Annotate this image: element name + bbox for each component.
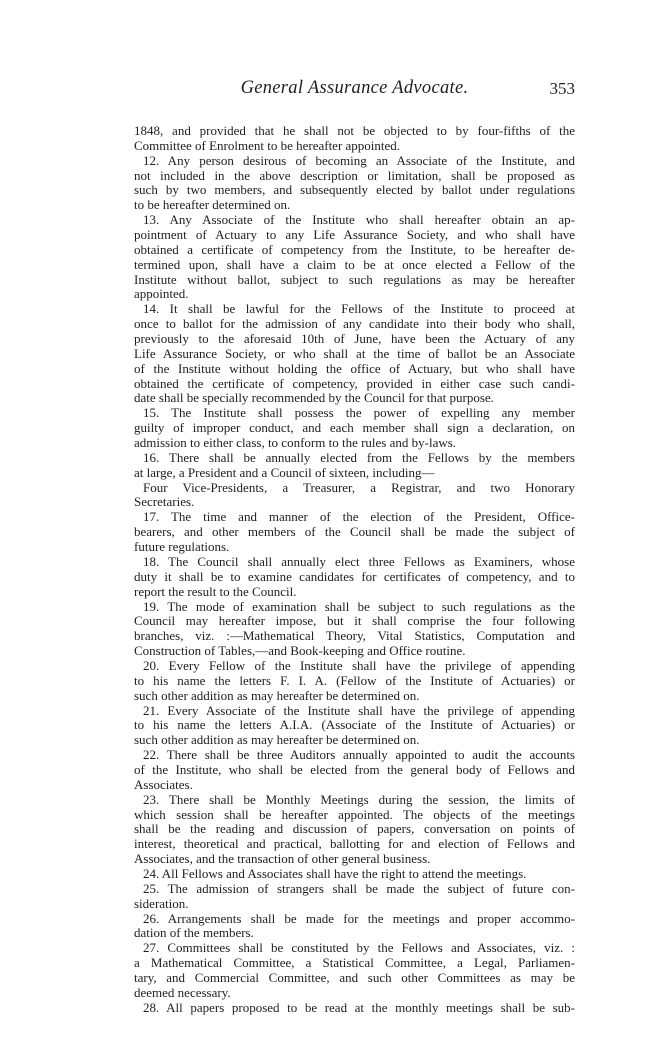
text-line: once to ballot for the admission of any candidate into their body who shall, bbox=[134, 317, 575, 332]
text-line: tary, and Commercial Committee, and such other Committees as may be bbox=[134, 970, 575, 985]
text-line: 12. Any person desirous of becoming an Associate of the Institute, and bbox=[143, 153, 575, 168]
text-line: dation of the members. bbox=[134, 926, 254, 941]
text-line: Construction of Tables,—and Book-keeping and Office routine. bbox=[134, 644, 466, 659]
text-line: 28. All papers proposed to be read at the monthly meetings shall be sub- bbox=[143, 1000, 575, 1015]
text-line: obtained a certificate of competency from the Institute, to be hereafter de- bbox=[134, 242, 575, 257]
text-line: 16. There shall be annually elected from the Fellows by the members bbox=[143, 450, 575, 465]
text-line: of the Institute, who shall be elected from the general body of Fellows and bbox=[134, 762, 575, 777]
text-line: 15. The Institute shall possess the power of expelling any member bbox=[143, 406, 575, 421]
text-line: such other addition as may hereafter be determined on. bbox=[134, 688, 420, 703]
page-header bbox=[134, 78, 575, 106]
text-line: 24. All Fellows and Associates shall have the right to attend the meetings. bbox=[143, 866, 527, 881]
text-line: 20. Every Fellow of the Institute shall have the privilege of appending bbox=[143, 658, 575, 673]
text-line: Four Vice-Presidents, a Treasurer, a Registrar, and two Honorary bbox=[143, 480, 575, 495]
text-line: Institute without ballot, subject to such regulations as may be hereafter bbox=[134, 272, 575, 287]
text-line: 14. It shall be lawful for the Fellows of the Institute to proceed at bbox=[143, 302, 575, 317]
text-line: duty it shall be to examine candidates for certificates of competency, and to bbox=[134, 569, 575, 584]
text-line: date shall be specially recommended by the Council for that purpose. bbox=[134, 391, 494, 406]
body-text bbox=[134, 124, 575, 1016]
text-line: 17. The time and manner of the election of the President, Office- bbox=[143, 510, 575, 525]
text-line: obtained the certificate of competency, provided in either case such candi- bbox=[134, 376, 575, 391]
text-line: termined upon, shall have a claim to be at once elected a Fellow of the bbox=[134, 257, 575, 272]
text-line: interest, theoretical and practical, ballotting for and election of Fellows and bbox=[134, 837, 575, 852]
text-line: such by two members, and subsequently elected by ballot under regulations bbox=[134, 183, 575, 198]
text-line: report the result to the Council. bbox=[134, 584, 297, 599]
text-line: 21. Every Associate of the Institute shall have the privilege of appending bbox=[143, 703, 575, 718]
text-line: Council may hereafter impose, but it shall comprise the four following bbox=[134, 614, 575, 629]
text-line: deemed necessary. bbox=[134, 985, 231, 1000]
text-line: at large, a President and a Council of sixteen, including— bbox=[134, 465, 435, 480]
text-line: a Mathematical Committee, a Statistical Committee, a Legal, Parliamen- bbox=[134, 956, 575, 971]
text-line: to his name the letters A.I.A. (Associate of the Institute of Actuaries) or bbox=[134, 718, 575, 733]
text-line: 25. The admission of strangers shall be made the subject of future con- bbox=[143, 881, 575, 896]
text-line: not included in the above description or limitation, shall be proposed as bbox=[134, 168, 575, 183]
text-line: such other addition as may hereafter be determined on. bbox=[134, 733, 420, 748]
text-line: Associates. bbox=[134, 777, 193, 792]
text-line: 19. The mode of examination shall be subject to such regulations as the bbox=[143, 599, 575, 614]
text-line: 27. Committees shall be constituted by the Fellows and Associates, viz. : bbox=[143, 941, 575, 956]
text-line: branches, viz. :—Mathematical Theory, Vital Statistics, Computation and bbox=[134, 629, 575, 644]
text-line: Life Assurance Society, or who shall at the time of ballot be an Associate bbox=[134, 346, 575, 361]
text-line: future regulations. bbox=[134, 540, 230, 555]
text-line: 1848, and provided that he shall not be objected to by four-fifths of the bbox=[134, 124, 575, 138]
text-line: which session shall be hereafter appointed. The objects of the meetings bbox=[134, 807, 575, 822]
running-title: General Assurance Advocate. bbox=[240, 78, 469, 98]
text-line: 26. Arrangements shall be made for the meetings and proper accommo- bbox=[143, 911, 575, 926]
text-line: to be hereafter determined on. bbox=[134, 198, 291, 213]
text-line: bearers, and other members of the Council shall be made the subject of bbox=[134, 525, 575, 540]
text-line: Secretaries. bbox=[134, 495, 195, 510]
text-line: to his name the letters F. I. A. (Fellow of the Institute of Actuaries) or bbox=[134, 673, 575, 688]
text-line: Committee of Enrolment to be hereafter appointed. bbox=[134, 138, 401, 153]
text-line: shall be the reading and discussion of papers, conversation on points of bbox=[134, 822, 575, 837]
page-number: 353 bbox=[549, 79, 575, 98]
text-line: sideration. bbox=[134, 896, 189, 911]
text-line: pointment of Actuary to any Life Assurance Society, and who shall have bbox=[134, 228, 575, 243]
text-line: admission to either class, to conform to the rules and by-laws. bbox=[134, 436, 457, 451]
text-line: of the Institute without holding the office of Actuary, but who shall have bbox=[134, 361, 575, 376]
text-line: 18. The Council shall annually elect three Fellows as Examiners, whose bbox=[143, 554, 575, 569]
text-line: Associates, and the transaction of other general business. bbox=[134, 852, 431, 867]
text-line: 13. Any Associate of the Institute who shall hereafter obtain an ap- bbox=[143, 213, 575, 228]
text-line: previously to the aforesaid 10th of June, have been the Actuary of any bbox=[134, 332, 575, 347]
text-line: appointed. bbox=[134, 287, 189, 302]
text-line: guilty of improper conduct, and each member shall sign a declaration, on bbox=[134, 421, 575, 436]
text-line: 23. There shall be Monthly Meetings during the session, the limits of bbox=[143, 792, 575, 807]
text-line: 22. There shall be three Auditors annually appointed to audit the accounts bbox=[143, 748, 575, 763]
